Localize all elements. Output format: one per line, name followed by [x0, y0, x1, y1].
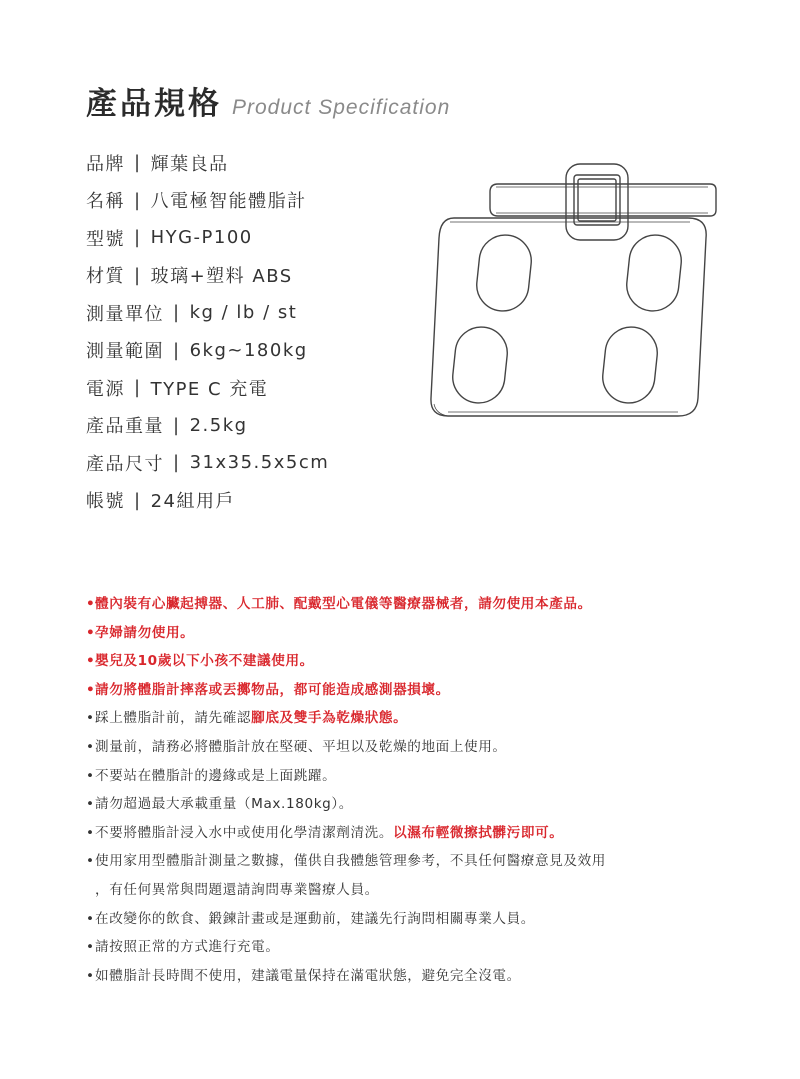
note-item — [86, 676, 776, 705]
note-item — [86, 905, 776, 934]
spec-value: 31x35.5x5cm — [189, 452, 330, 474]
spec-separator: | — [173, 414, 181, 436]
note-item — [86, 762, 776, 791]
spec-label: 電源 — [86, 378, 125, 400]
spec-separator: | — [173, 452, 181, 474]
spec-row — [86, 219, 329, 257]
note-text: 踩上體脂計前，請先確認 — [95, 710, 252, 727]
note-text: 請勿超過最大承載重量（Max.180kg）。 — [95, 796, 353, 813]
spec-value: 6kg~180kg — [189, 339, 308, 361]
note-highlight: 以濕布輕微擦拭髒污即可。 — [393, 824, 564, 841]
spec-separator: | — [173, 302, 181, 324]
spec-value: TYPE C 充電 — [150, 378, 269, 400]
note-item — [86, 590, 776, 619]
note-text: 在改變你的飲食、鍛鍊計畫或是運動前，建議先行詢問相關專業人員。 — [95, 910, 536, 927]
note-text: 如體脂計長時間不使用，建議電量保持在滿電狀態，避免完全沒電。 — [95, 967, 521, 984]
spec-row — [86, 407, 329, 445]
note-highlight: 腳底及雙手為乾燥狀態。 — [251, 710, 408, 727]
handle-bar — [490, 184, 716, 216]
bullet: • — [86, 853, 95, 870]
bullet: • — [86, 738, 95, 755]
spec-row — [86, 444, 329, 482]
note-item — [86, 962, 776, 991]
spec-row — [86, 482, 329, 520]
spec-label: 帳號 — [86, 491, 125, 513]
spec-label: 名稱 — [86, 191, 125, 213]
spec-value: 八電極智能體脂計 — [150, 191, 307, 213]
bullet: • — [86, 710, 95, 727]
spec-value: 2.5kg — [189, 414, 248, 436]
bullet: • — [86, 624, 96, 641]
electrode-top-right — [624, 232, 684, 313]
bullet: • — [86, 939, 95, 956]
spec-separator: | — [134, 152, 142, 174]
note-text: 不要將體脂計浸入水中或使用化學清潔劑清洗。 — [95, 824, 394, 841]
bullet: • — [86, 681, 96, 698]
note-item — [86, 647, 776, 676]
title-chinese: 產品規格 — [86, 86, 222, 122]
bullet: • — [86, 653, 96, 670]
spec-row — [86, 332, 329, 370]
spec-label: 產品尺寸 — [86, 453, 164, 475]
note-text: 體內裝有心臟起搏器、人工肺、配戴型心電儀等醫療器械者，請勿使用本產品。 — [95, 596, 592, 612]
spec-separator: | — [134, 377, 142, 399]
note-text: 測量前，請務必將體脂計放在堅硬、平坦以及乾燥的地面上使用。 — [95, 738, 507, 755]
note-text: 嬰兒及10歲以下小孩不建議使用。 — [95, 653, 314, 670]
spec-row — [86, 369, 329, 407]
spec-value: HYG-P100 — [150, 227, 253, 249]
note-text: 請勿將體脂計摔落或丟擲物品，都可能造成感測器損壞。 — [95, 681, 450, 698]
note-text: 孕婦請勿使用。 — [95, 624, 195, 641]
spec-value: kg / lb / st — [189, 302, 298, 324]
bullet: • — [86, 824, 95, 841]
spec-row — [86, 144, 329, 182]
spec-separator: | — [134, 227, 142, 249]
spec-value: 24組用戶 — [150, 491, 235, 513]
body-fat-scale-illustration — [426, 162, 726, 422]
spec-row — [86, 294, 329, 332]
display-screen — [578, 179, 616, 221]
spec-separator: | — [173, 339, 181, 361]
note-item — [86, 790, 776, 819]
note-item-continued — [86, 876, 776, 905]
spec-row — [86, 257, 329, 295]
note-item — [86, 933, 776, 962]
note-item — [86, 619, 776, 648]
bullet: • — [86, 910, 95, 927]
title-english: Product Specification — [232, 96, 451, 119]
spec-label: 產品重量 — [86, 416, 164, 438]
spec-label: 材質 — [86, 266, 125, 288]
bullet: • — [86, 596, 96, 612]
note-text: 使用家用型體脂計測量之數據，僅供自我體態管理參考，不具任何醫療意見及效用 — [95, 853, 606, 870]
bullet: • — [86, 967, 95, 984]
safety-notes — [86, 590, 776, 990]
note-item — [86, 847, 776, 876]
spec-label: 品牌 — [86, 153, 125, 175]
spec-row — [86, 182, 329, 220]
spec-separator: | — [134, 264, 142, 286]
note-item — [86, 733, 776, 762]
spec-label: 型號 — [86, 228, 125, 250]
note-item — [86, 704, 776, 733]
spec-separator: | — [134, 489, 142, 511]
bullet: • — [86, 767, 95, 784]
spec-value: 輝葉良品 — [150, 153, 229, 175]
spec-value: 玻璃+塑料 ABS — [150, 266, 293, 288]
electrode-top-left — [474, 232, 534, 313]
spec-list — [86, 144, 329, 519]
note-text: 請按照正常的方式進行充電。 — [95, 939, 280, 956]
electrode-bottom-right — [600, 324, 660, 405]
note-text: ，有任何異常與問題還請詢問專業醫療人員。 — [95, 881, 379, 898]
note-item — [86, 819, 776, 848]
spec-label: 測量範圍 — [86, 341, 164, 363]
electrode-bottom-left — [450, 324, 510, 405]
bullet: • — [86, 796, 95, 813]
spec-separator: | — [134, 189, 142, 211]
spec-label: 測量單位 — [86, 303, 164, 325]
note-text: 不要站在體脂計的邊緣或是上面跳躍。 — [95, 767, 337, 784]
scale-platform — [431, 218, 706, 416]
page-title — [86, 78, 450, 123]
